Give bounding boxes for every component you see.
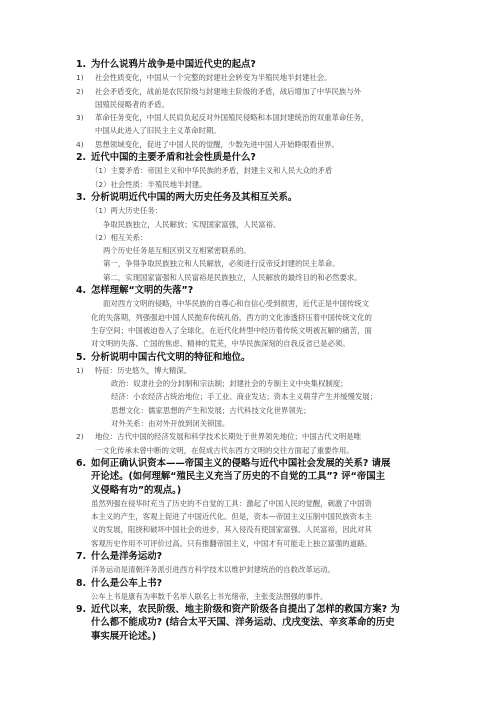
question-number: 3. <box>76 191 87 203</box>
question-number: 1. <box>76 59 87 70</box>
question-number: 8. <box>76 577 87 589</box>
answer-item: 1) 社会性质变化，中国从一个完整的封建社会转变为半殖民地半封建社会。 <box>76 73 332 83</box>
question-9 <box>76 603 436 643</box>
question-title: 7. 什么是洋务运动? <box>76 550 163 562</box>
question-number: 2. <box>76 152 87 164</box>
question-title: 9. 近代以来，农民阶级、地主阶级和资产阶级各自提出了怎样的救国方案? 为 什么都不能成功? (结合太平天国、洋务运动、戊戌变法、辛亥革命的历史 事实展开论述。) <box>76 604 400 642</box>
question-number: 7. <box>76 550 87 562</box>
question-8 <box>76 577 436 604</box>
answer-line: 客观历史作用不可评价过高。只有推翻帝国主义，中国才有可能走上独立富强的道路。 <box>91 538 372 548</box>
answer-line: 义的发展，阻挠和破坏中国社会的进步，其入侵没有使国家富强、人民富裕，因此对其 <box>91 525 372 535</box>
answer-item: 1) 特征：历史悠久，博大精深。 <box>76 365 192 375</box>
question-title: 3. 分析说明近代中国的两大历史任务及其相互关系。 <box>76 191 298 203</box>
answer-line: 第二，实现国家富强和人民富裕是民族独立，人民解放的最终目的和必然要求。 <box>103 272 362 282</box>
answer-line: 经济：小农经济占统治地位；手工业、商业发达；资本主义萌芽产生并缓慢发展； <box>111 392 378 402</box>
answer-line: 两个历史任务是互相区别又互相紧密联系的。 <box>103 246 251 256</box>
answer-line: （1）主要矛盾：帝国主义和中华民族的矛盾，封建主义和人民大众的矛盾 <box>91 166 333 176</box>
question-1 <box>76 58 436 151</box>
answer-item: 3) 革命任务变化，中国人民肩负起反对外国殖民侵略和本国封建统治的双重革命任务， 中国从此进入了旧民主主义革命时期。 <box>76 113 369 136</box>
answer-line: 争取民族独立，人民解放；实现国家富强，人民富裕。 <box>103 219 281 229</box>
answer-line: 虽然列强在侵华时充当了历史的不自觉的工具：激起了中国人民的觉醒，刺激了中国资 <box>91 498 372 508</box>
answer-item: 4) 思想领域变化，促进了中国人民的觉醒，少数先进中国人开始睁眼看世界。 <box>76 139 339 149</box>
question-6 <box>76 457 436 550</box>
question-3 <box>76 191 436 284</box>
question-2 <box>76 151 436 191</box>
answer-line: （1）两大历史任务： <box>91 206 163 216</box>
question-7 <box>76 550 436 577</box>
question-number: 6. <box>76 457 87 469</box>
question-number: 9. <box>76 604 87 616</box>
question-number: 5. <box>76 351 87 363</box>
question-title: 2. 近代中国的主要矛盾和社会性质是什么? <box>76 152 256 164</box>
answer-line: 对外关系：由对外开放到闭关锁国。 <box>111 419 230 429</box>
question-5 <box>76 351 436 457</box>
question-4 <box>76 284 436 350</box>
question-number: 4. <box>76 285 87 297</box>
answer-line: 第一，争得争取民族独立和人民解放，必须进行反帝反封建的民主革命。 <box>103 259 340 269</box>
answer-line: （2）社会性质：半殖民地半封建。 <box>91 179 207 189</box>
question-title: 4. 怎样理解“文明的失落”? <box>76 285 194 297</box>
answer-line: 生存空间；中国被迫卷入了全球化，在近代化转型中经历着传统文明被瓦解的痛苦，面 <box>91 325 372 335</box>
question-title: 1. 为什么说鸦片战争是中国近代史的起点? <box>76 59 256 70</box>
answer-line: 对文明的失落、亡国的焦虑、精神的荒芜，中华民族深刻的自我反省已是必须。 <box>91 339 350 349</box>
answer-line: 洋务运动是清朝洋务派引进西方科学技术以维护封建统治的自救改革运动。 <box>91 565 335 575</box>
answer-line: 本主义的产生，客观上促进了中国近代化。但是，资本—帝国主义压制中国民族资本主 <box>91 512 372 522</box>
question-title: 5. 分析说明中国古代文明的特征和地位。 <box>76 351 251 363</box>
answer-line: 化的失落期，列强强迫中国人民抛弃传统礼俗，西方的文化渗透挤压着中国传统文化的 <box>91 312 372 322</box>
answer-line: 思想文化：儒家思想的产生和发展；古代科技文化世界领先； <box>111 405 311 415</box>
answer-line: 政治：奴隶社会的分封制和宗法制；封建社会的专制主义中央集权制度； <box>111 379 348 389</box>
answer-item: 2) 地位：古代中国的经济发展和科学技术长期处于世界领先地位；中国古代文明是唯 一文化传承未曾中断的文明，在促成古代东西方文明的交往方面起了重要作用。 <box>76 432 362 455</box>
answer-item: 2) 社会矛盾变化，战前是农民阶级与封建地主阶级的矛盾，战后增加了中华民族与外 国殖民侵略者的矛盾。 <box>76 86 362 109</box>
question-title: 8. 什么是公车上书? <box>76 577 163 589</box>
answer-line: 公车上书是康有为率数千名举人联名上书光绪帝，主张变法图强的事件。 <box>91 591 328 601</box>
answer-line: 面对西方文明的侵略，中华民族的自尊心和自信心受到损害，近代正是中国传统文 <box>103 299 370 309</box>
answer-line: （2）相互关系： <box>91 232 148 242</box>
question-title: 6. 如何正确认识资本——帝国主义的侵略与近代中国社会发展的关系? 请展 开论述。(如何理解“殖民主义充当了历史的不自觉的工具”? 评“帝国主 义侵略有功”的观点。) <box>76 457 391 496</box>
